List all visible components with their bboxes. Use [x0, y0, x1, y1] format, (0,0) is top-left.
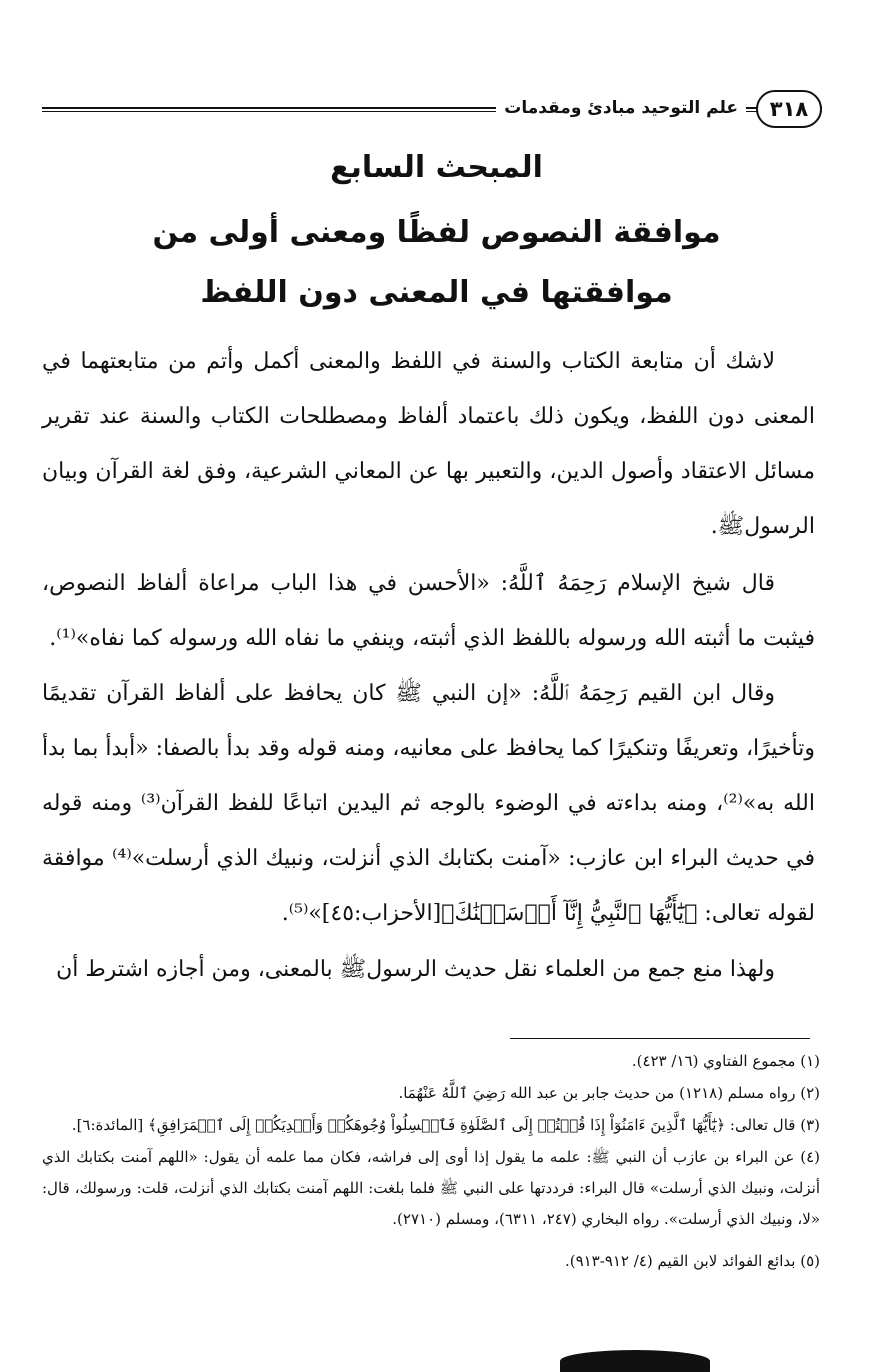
running-title: علم التوحيد مبادئ ومقدمات: [496, 94, 746, 122]
footnote-1: (١) مجموع الفتاوي (١٦/ ٤٢٣).: [631, 1052, 820, 1070]
chapter-heading: المبحث السابع: [330, 150, 543, 185]
running-header: [42, 88, 822, 128]
footnote-5: (٥) بدائع الفوائد لابن القيم (٤/ ٩١٢-٩١٣).: [564, 1252, 820, 1270]
paragraph-3: وقال ابن القيم رَحِمَهُ ٱللَّهُ: «إن النبي ﷺ كان يحافظ على ألفاظ القرآن تقديمًا وتأخيرًا، وتعريفًا وتنكيرًا كما يحافظ على معانيه، ومنه قوله وقد بدأ بالصفا: «أبدأ بما بدأ الله به»⁽²⁾، ومنه بداءته في الوضوء بالوجه ثم اليدين اتباعًا للفظ القرآن⁽³⁾ ومنه قوله في حديث البراء ابن عازب: «آمنت بكتابك الذي أنزلت، ونبيك الذي أرسلت»⁽⁴⁾ موافقة لقوله تعالى: ﴿يَٰٓأَيُّهَا ٱلنَّبِيُّ إِنَّآ أَرۡسَلۡنَٰكَ﴾[الأحزاب:٤٥]»⁽⁵⁾.: [42, 681, 815, 926]
paragraph-2: قال شيخ الإسلام رَحِمَهُ ٱللَّهُ: «الأحسن في هذا الباب مراعاة ألفاظ النصوص، فيثبت ما أثبته الله ورسوله باللفظ الذي أثبته، وينفي ما نفاه الله ورسوله كما نفاه»⁽¹⁾.: [42, 571, 815, 651]
footnote-separator: [510, 1038, 810, 1039]
section-title-line-2: موافقتها في المعنى دون اللفظ: [200, 275, 673, 310]
section-title-line-1: موافقة النصوص لفظًا ومعنى أولى من: [152, 215, 721, 250]
page-edge-mark: [560, 1350, 710, 1372]
footnote-2: (٢) رواه مسلم (١٢١٨) من حديث جابر بن عبد الله رَضِيَ ٱللَّهُ عَنْهُمَا.: [398, 1084, 820, 1102]
footnote-3: (٣) قال تعالى: ﴿يَٰٓأَيُّهَا ٱلَّذِينَ ءَامَنُوٓاْ إِذَا قُمۡتُمۡ إِلَى ٱلصَّلَوٰةِ فَٱغۡسِلُواْ وُجُوهَكُمۡ وَأَيۡدِيَكُمۡ إِلَى ٱلۡمَرَافِقِ﴾ [المائدة:٦].: [71, 1116, 820, 1134]
paragraph-4: ولهذا منع جمع من العلماء نقل حديث الرسولﷺ بالمعنى، ومن أجازه اشترط أن: [56, 957, 775, 982]
page-number: ٣١٨: [756, 90, 822, 128]
footnote-4: (٤) عن البراء بن عازب أن النبي ﷺ: علمه ما يقول إذا أوى إلى فراشه، فكان مما علمه أن يقول: «اللهم آمنت بكتابك الذي أنزلت، ونبيك الذي أرسلت» قال البراء: فرددتها على النبي ﷺ فلما بلغت: اللهم آمنت بكتابك الذي أنزلت، قلت: ورسولك، قال: «لا، ونبيك الذي أرسلت». رواه البخاري (٢٤٧، ٦٣١١)، ومسلم (٢٧١٠).: [42, 1148, 820, 1228]
paragraph-1: لاشك أن متابعة الكتاب والسنة في اللفظ والمعنى أكمل وأتم من متابعتهما في المعنى دون اللفظ، ويكون ذلك باعتماد ألفاظ ومصطلحات الكتاب والسنة عند تقرير مسائل الاعتقاد وأصول الدين، والتعبير بها عن المعاني الشرعية، وفق لغة القرآن وبيان الرسولﷺ.: [42, 349, 815, 539]
